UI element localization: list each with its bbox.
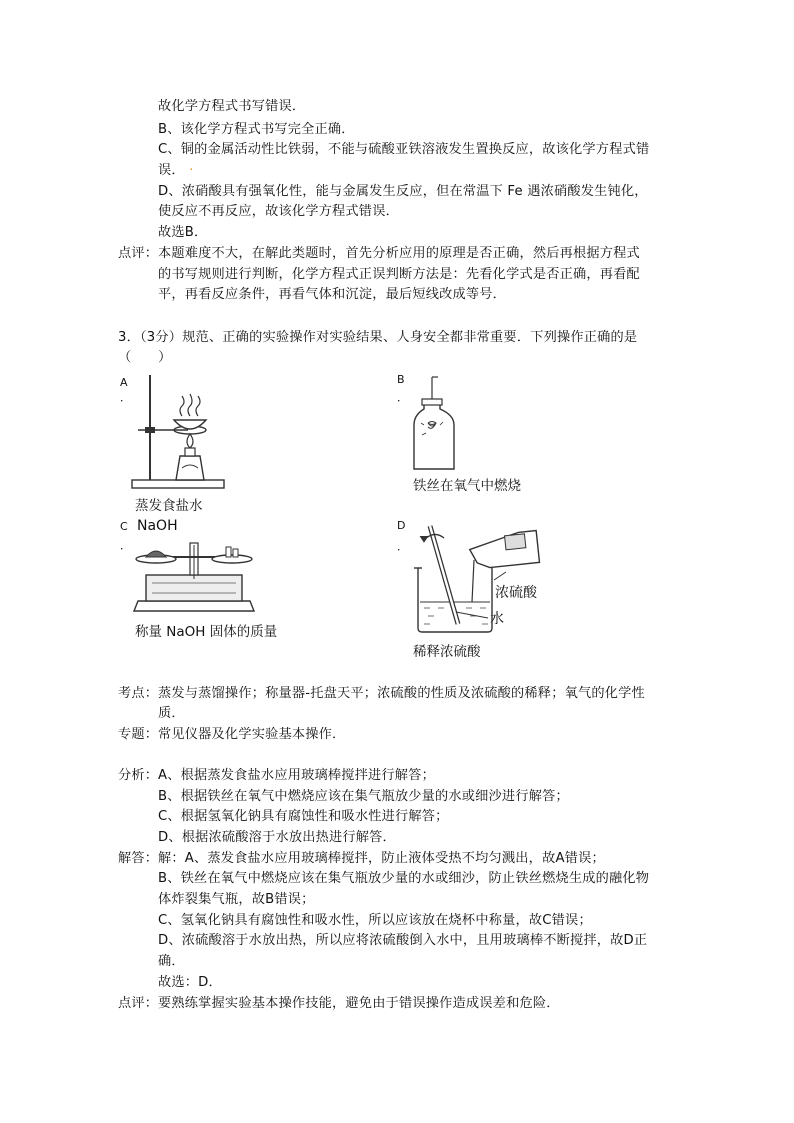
dianping-label: 点评： — [118, 996, 159, 1011]
jieda-line-2: B、铁丝在氧气中燃烧应该在集气瓶放少量的水或细沙，防止铁丝燃烧生成的融化物 — [158, 871, 650, 886]
option-a-letter: A — [120, 376, 128, 389]
orange-mark: · — [189, 163, 194, 178]
prev-line-5: D、浓硝酸具有强氧化性，能与金属发生反应，但在常温下 Fe 遇浓硝酸发生钝化， — [158, 184, 648, 199]
fenxi-line-2: B、根据铁丝在氧气中燃烧应该在集气瓶放少量的水或细沙进行解答； — [158, 789, 569, 804]
comment-line-2: 的书写规则进行判断，化学方程式正误判断方法是：先看化学式是否正确，再看配 — [158, 267, 640, 282]
fenxi-line-3: C、根据氢氧化钠具有腐蚀性和吸水性进行解答； — [158, 809, 449, 824]
kaodian-line-2: 质． — [158, 706, 185, 721]
comment-line-3: 平，再看反应条件，再看气体和沉淀，最后短线改成等号． — [158, 287, 507, 302]
zhuanti-label: 专题： — [118, 727, 159, 742]
prev-line-3: C、铜的金属活动性比铁弱，不能与硫酸亚铁溶液发生置换反应，故该化学方程式错 — [158, 142, 650, 157]
gas-bottle-figure — [410, 375, 460, 475]
fenxi-label: 分析： — [118, 768, 159, 783]
question-stem: 3．（3分）规范、正确的实验操作对实验结果、人身安全都非常重要．下列操作正确的是 — [118, 330, 638, 345]
prev-line-4: 误． · — [158, 163, 194, 178]
question-blank: （ ） — [118, 350, 172, 365]
dilution-figure — [410, 520, 550, 635]
fenxi-line-1: A、根据蒸发食盐水应用玻璃棒搅拌进行解答； — [158, 768, 435, 783]
kaodian-line-1: 蒸发与蒸馏操作；称量器-托盘天平；浓硫酸的性质及浓硫酸的稀释；氧气的化学性 — [158, 686, 645, 701]
prev-line-2: B、该化学方程式书写完全正确． — [158, 122, 355, 137]
prev-line-6: 使反应不再反应，故该化学方程式错误． — [158, 204, 399, 219]
comment-line-1: 本题难度不大，在解此类题时，首先分析应用的原理是否正确，然后再根据方程式 — [158, 246, 640, 261]
balance-figure — [132, 535, 257, 615]
option-d-letter: D — [397, 519, 406, 532]
option-d-acid-label: 浓硫酸 — [495, 585, 537, 601]
jieda-line-1: 解：A、蒸发食盐水应用玻璃棒搅拌，防止液体受热不均匀溅出，故A错误； — [158, 851, 605, 866]
kaodian-label: 考点： — [118, 686, 159, 701]
jieda-line-7: 故选：D． — [158, 975, 222, 990]
option-a-caption: 蒸发食盐水 — [135, 498, 203, 514]
jieda-line-4: C、氢氧化钠具有腐蚀性和吸水性，所以应该放在烧杯中称量，故C错误； — [158, 913, 592, 928]
prev-line-1: 故化学方程式书写错误． — [158, 99, 306, 114]
option-c-letter: C — [120, 520, 128, 533]
jieda-label: 解答： — [118, 851, 159, 866]
dianping-text: 要熟练掌握实验基本操作技能，避免由于错误操作造成误差和危险． — [158, 996, 560, 1011]
option-d-water-label: 水 — [490, 611, 504, 627]
zhuanti-text: 常见仪器及化学实验基本操作． — [158, 727, 346, 742]
option-d-dot: ． — [397, 540, 408, 553]
jieda-line-3: 体炸裂集气瓶，故B错误； — [158, 892, 315, 907]
option-b-caption: 铁丝在氧气中燃烧 — [413, 478, 521, 494]
comment-label: 点评： — [118, 246, 159, 261]
option-b-dot: ． — [397, 391, 408, 404]
evaporation-apparatus-figure — [130, 372, 240, 492]
option-c-naoh-label: NaOH — [137, 518, 178, 534]
option-c-dot: ． — [120, 539, 131, 552]
option-d-caption: 稀释浓硫酸 — [413, 644, 481, 660]
option-c-caption: 称量 NaOH 固体的质量 — [135, 624, 278, 640]
option-a-dot: ． — [120, 391, 131, 404]
jieda-line-6: 确． — [158, 954, 185, 969]
option-b-letter: B — [397, 373, 405, 386]
jieda-line-5: D、浓硫酸溶于水放出热，所以应将浓硫酸倒入水中，且用玻璃棒不断搅拌，故D正 — [158, 933, 648, 948]
fenxi-line-4: D、根据浓硫酸溶于水放出热进行解答． — [158, 830, 396, 845]
prev-line-7: 故选B． — [158, 225, 208, 240]
